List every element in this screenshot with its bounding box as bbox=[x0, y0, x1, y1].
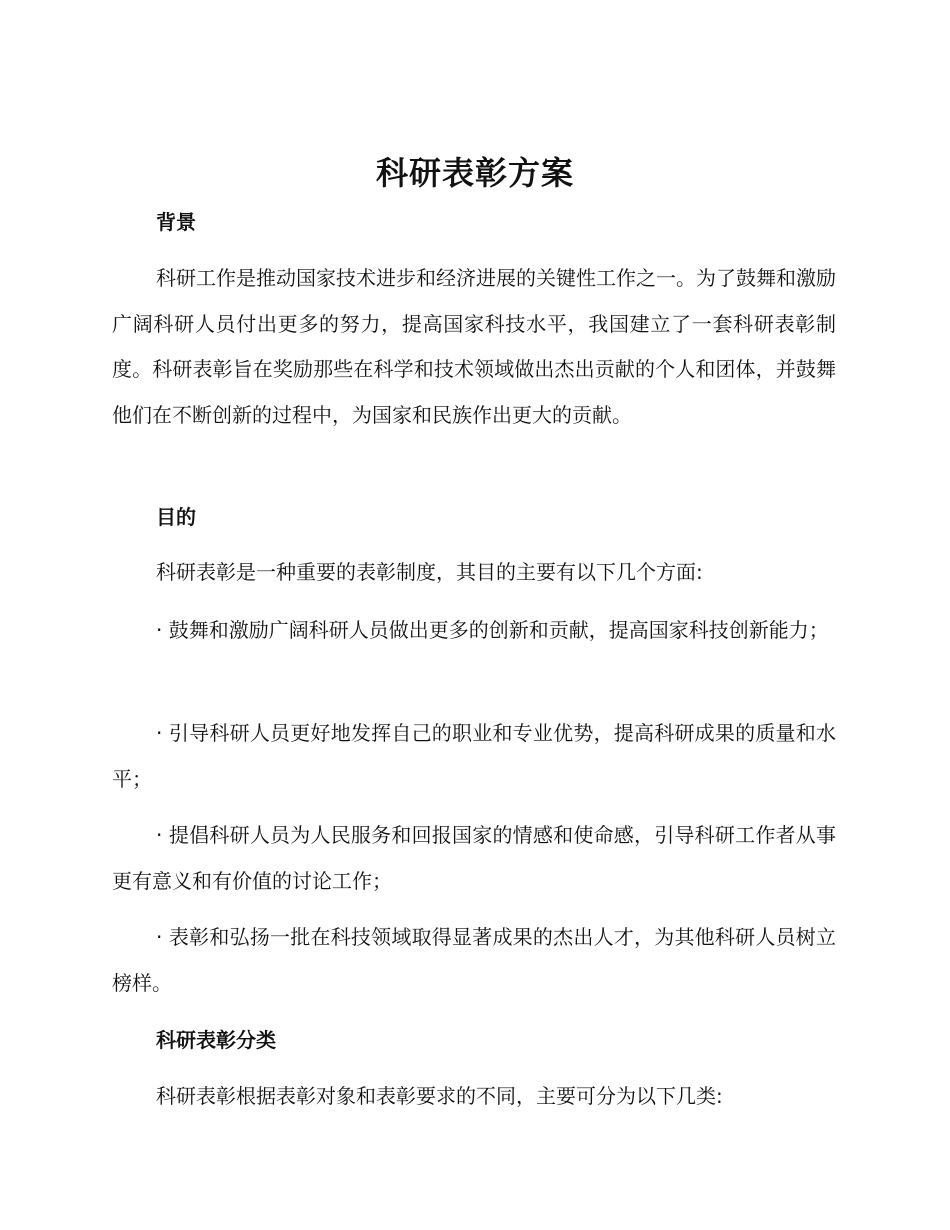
purpose-intro-paragraph: 科研表彰是一种重要的表彰制度，其目的主要有以下几个方面: bbox=[156, 560, 703, 584]
section-heading-purpose: 目的 bbox=[156, 505, 196, 529]
purpose-bullet-item: · 引导科研人员更好地发挥自己的职业和专业优势，提高科研成果的质量和水平； bbox=[112, 721, 836, 791]
categories-intro-paragraph: 科研表彰根据表彰对象和表彰要求的不同，主要可分为以下几类: bbox=[156, 1084, 723, 1108]
background-paragraph: 科研工作是推动国家技术进步和经济进展的关键性工作之一。为了鼓舞和激励广阔科研人员付出更多的努力，提高国家科技水平，我国建立了一套科研表彰制度。科研表彰旨在奖励那些在科学和技术领域做出杰出贡献的个人和团体，并鼓舞他们在不断创新的过程中，为国家和民族作出更大的贡献。 bbox=[112, 266, 836, 427]
section-heading-categories: 科研表彰分类 bbox=[156, 1028, 276, 1052]
section-heading-background: 背景 bbox=[156, 210, 196, 234]
document-title: 科研表彰方案 bbox=[375, 154, 574, 192]
purpose-bullet-item: · 鼓舞和激励广阔科研人员做出更多的创新和贡献，提高国家科技创新能力； bbox=[156, 618, 829, 642]
purpose-bullet-item: · 提倡科研人员为人民服务和回报国家的情感和使命感，引导科研工作者从事更有意义和有价值的讨论工作； bbox=[112, 823, 836, 893]
purpose-bullet-item: · 表彰和弘扬一批在科技领域取得显著成果的杰出人才，为其他科研人员树立榜样。 bbox=[112, 925, 836, 995]
